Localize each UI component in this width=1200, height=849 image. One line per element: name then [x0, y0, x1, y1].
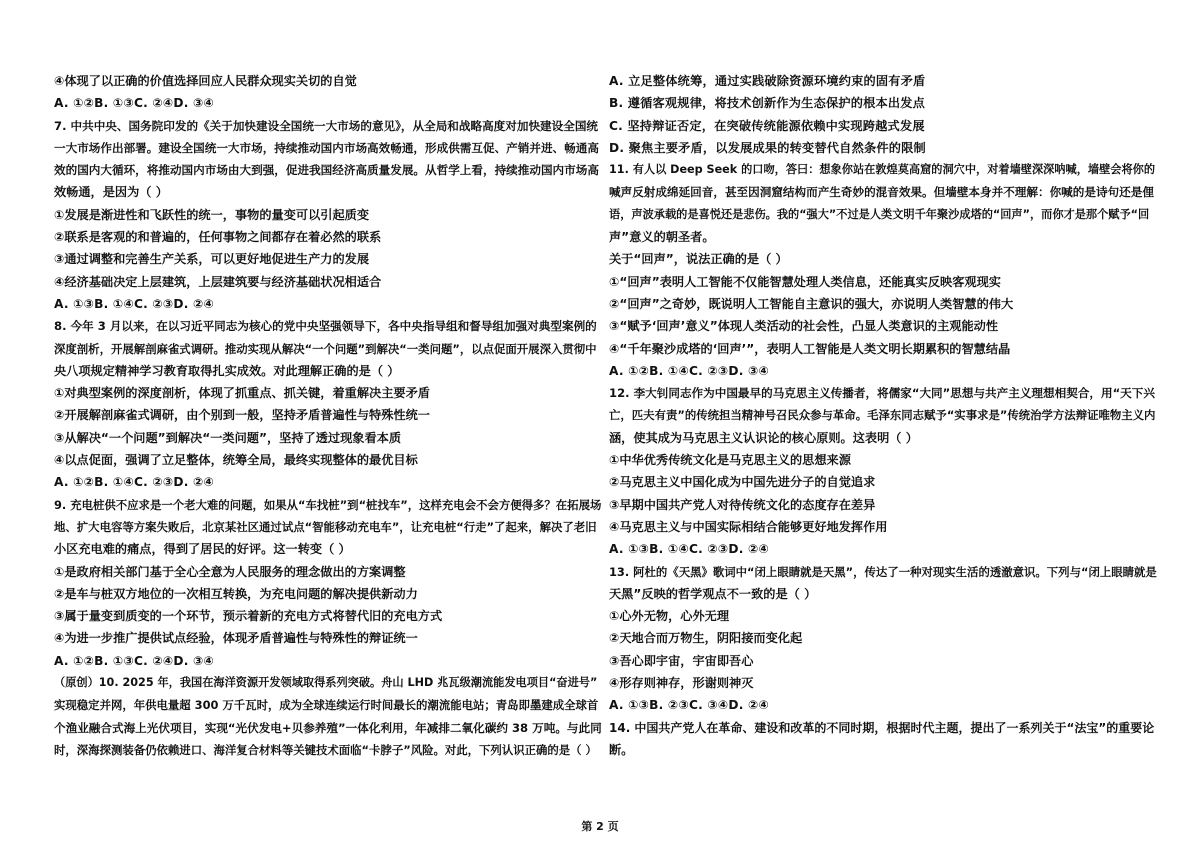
right-line: ④“千年聚沙成塔的‘回声’”，表明人工智能是人类文明长期累积的智慧结晶 [609, 341, 1011, 356]
right-line: A. 立足整体统筹，通过实践破除资源环境约束的固有矛盾 [609, 74, 926, 88]
left-line: ③通过调整和完善生产关系，可以更好地促进生产力的发展 [54, 252, 370, 267]
right-line: 关于“回声”，说法正确的是（ ） [609, 252, 788, 267]
right-column [609, 70, 1157, 761]
left-line: 效的国内大循环，将推动国内市场由大到强，促进我国经济高质量发展。从哲学上看，持续推动国内市场高 [54, 163, 599, 178]
left-line: A. ①②B. ①③C. ②④D. ③④ [54, 653, 215, 668]
left-line: ④以点促面，强调了立足整体，统筹全局，最终实现整体的最优目标 [54, 453, 418, 468]
right-line: ④形存则神存，形谢则神灭 [609, 676, 754, 691]
right-line: B. 遵循客观规律，将技术创新作为生态保护的根本出发点 [609, 96, 926, 111]
left-line: 央八项规定精神学习教育取得扎实成效。对此理解正确的是（ ） [54, 363, 400, 378]
right-line: ②马克思主义中国化成为中国先进分子的自觉追求 [609, 475, 876, 490]
right-line: C. 坚持辩证否定，在突破传统能源依赖中实现跨越式发展 [609, 118, 925, 133]
left-line: 7. 中共中央、国务院印发的《关于加快建设全国统一大市场的意见》，从全局和战略高度对加快建设全国统 [54, 118, 599, 133]
left-line: ③从解决“一个问题”到解决“一类问题”，坚持了透过现象看本质 [54, 430, 402, 445]
left-line: （原创）10. 2025 年，我国在海洋资源开发领域取得系列突破。舟山 LHD 兆瓦级潮流能发电项目“奋进号” [54, 676, 598, 690]
left-line: 实现稳定并网，年供电量超 300 万千瓦时，成为全球连续运行时间最长的潮流能电站；青岛即墨建成全球首 [54, 698, 599, 713]
left-line: 效畅通，是因为（ ） [54, 185, 168, 200]
right-line: D. 聚焦主要矛盾，以发展成果的转变替代自然条件的限制 [609, 140, 926, 155]
right-line: ②“回声”之奇妙，既说明人工智能自主意识的强大，亦说明人类智慧的伟大 [609, 296, 1014, 311]
left-line: 时，深海探测装备仍依赖进口、海洋复合材料等关键技术面临“卡脖子”风险。对此，下列认识正确的是（ ） [54, 742, 597, 757]
left-line: A. ①②B. ①④C. ②③D. ②④ [54, 475, 215, 490]
right-line: ③“赋予‘回声’意义”体现人类活动的社会性，凸显人类意识的主观能动性 [609, 319, 999, 334]
right-line: ③早期中国共产党人对待传统文化的态度存在差异 [609, 497, 876, 512]
right-line: 涵，使其成为马克思主义认识论的核心原则。这表明（ ） [609, 430, 918, 445]
right-line: ③吾心即宇宙，宇宙即吾心 [609, 653, 754, 668]
left-line: 9. 充电桩供不应求是一个老大难的问题，如果从“车找桩”到“桩找车”，这样充电会不会方便得多？在拓展场 [54, 497, 602, 512]
right-line: ①心外无物，心外无理 [609, 609, 730, 624]
right-line: 断。 [609, 742, 634, 757]
left-line: ②开展解剖麻雀式调研，由个别到一般，坚持矛盾普遍性与特殊性统一 [54, 408, 430, 423]
right-line: 语，声波承载的是喜悦还是悲伤。我的“强大”不过是人类文明千年聚沙成塔的“回声”，而你才是那个赋予“回 [609, 207, 1150, 221]
right-line: 13. 阿杜的《天黑》歌词中“闭上眼睛就是天黑”，传达了一种对现实生活的透澈意识。下列与“闭上眼睛就是 [609, 564, 1157, 579]
right-line: ④马克思主义与中国实际相结合能够更好地发挥作用 [609, 519, 888, 534]
left-line: ④经济基础决定上层建筑，上层建筑要与经济基础状况相适合 [54, 274, 382, 289]
left-line: A. ①②B. ①③C. ②④D. ③④ [54, 96, 215, 111]
left-line: ④为进一步推广提供试点经验，体现矛盾普遍性与特殊性的辩证统一 [54, 631, 418, 646]
right-line: A. ①③B. ①④C. ②③D. ②④ [609, 542, 770, 557]
left-line: A. ①③B. ①④C. ②③D. ②④ [54, 296, 215, 311]
left-line: 深度剖析，开展解剖麻雀式调研。推动实现从解决“一个问题”到解决“一类问题”，以点促面开展深入贯彻中 [54, 341, 597, 356]
right-line: 声”意义的朝圣者。 [609, 230, 715, 245]
right-line: 11. 有人以 Deep Seek 的口吻，答曰：想象你站在敦煌莫高窟的洞穴中，对着墙壁深深呐喊，墙壁会将你的 [609, 163, 1156, 177]
right-line: ②天地合而万物生，阴阳接而变化起 [609, 631, 803, 646]
left-column [54, 70, 602, 761]
left-line: 地、扩大电容等方案失败后，北京某社区通过试点“智能移动充电车”，让充电桩“行走”了起来，解决了老旧 [54, 519, 597, 534]
left-line: ①是政府相关部门基于全心全意为人民服务的理念做出的方案调整 [54, 564, 406, 579]
right-line: 亡，匹夫有责”的传统担当精神号召民众参与革命。毛泽东同志赋予“实事求是”传统治学方法辩证唯物主义内 [609, 408, 1156, 423]
right-line: 12. 李大钊同志作为中国最早的马克思主义传播者，将儒家“大同”思想与共产主义理想相契合，用“天下兴 [609, 386, 1155, 401]
left-line: 个渔业融合式海上光伏项目，实现“光伏发电+贝参养殖”一体化利用，年减排二氧化碳约 38 万吨。与此同 [54, 720, 602, 735]
left-line: 一大市场作出部署。建设全国统一大市场，持续推动国内市场高效畅通，形成供需互促、产销并进、畅通高 [54, 140, 599, 155]
left-line: ③属于量变到质变的一个环节，预示着新的充电方式将替代旧的充电方式 [54, 609, 443, 624]
left-line: ①发展是渐进性和飞跃性的统一，事物的量变可以引起质变 [54, 207, 370, 222]
left-line: ④体现了以正确的价值选择回应人民群众现实关切的自觉 [54, 74, 357, 88]
right-line: 14. 中国共产党人在革命、建设和改革的不同时期，根据时代主题，提出了一系列关于“法宝”的重要论 [609, 720, 1155, 735]
page-number: 第 2 页 [581, 820, 619, 833]
right-line: A. ①②B. ①④C. ②③D. ③④ [609, 363, 770, 378]
left-line: ②是车与桩双方地位的一次相互转换，为充电问题的解决提供新动力 [54, 586, 418, 601]
left-line: ①对典型案例的深度剖析，体现了抓重点、抓关键，着重解决主要矛盾 [54, 386, 430, 401]
left-line: 小区充电难的痛点，得到了居民的好评。这一转变（ ） [54, 542, 351, 557]
right-line: ①“回声”表明人工智能不仅能智慧处理人类信息，还能真实反映客观现实 [609, 274, 1001, 289]
left-line: ②联系是客观的和普遍的，任何事物之间都存在着必然的联系 [54, 230, 382, 245]
right-line: 喊声反射成绵延回音，甚至因洞窟结构而产生奇妙的混音效果。但墙壁本身并不理解：你喊的是诗句还是俚 [609, 185, 1154, 200]
left-line: 8. 今年 3 月以来，在以习近平同志为核心的党中央坚强领导下，各中央指导组和督导组加强对典型案例的 [54, 319, 597, 334]
right-line: ①中华优秀传统文化是马克思主义的思想来源 [609, 453, 851, 468]
right-line: 天黑”反映的哲学观点不一致的是（ ） [609, 586, 817, 601]
right-line: A. ①③B. ②③C. ③④D. ②④ [609, 698, 770, 713]
